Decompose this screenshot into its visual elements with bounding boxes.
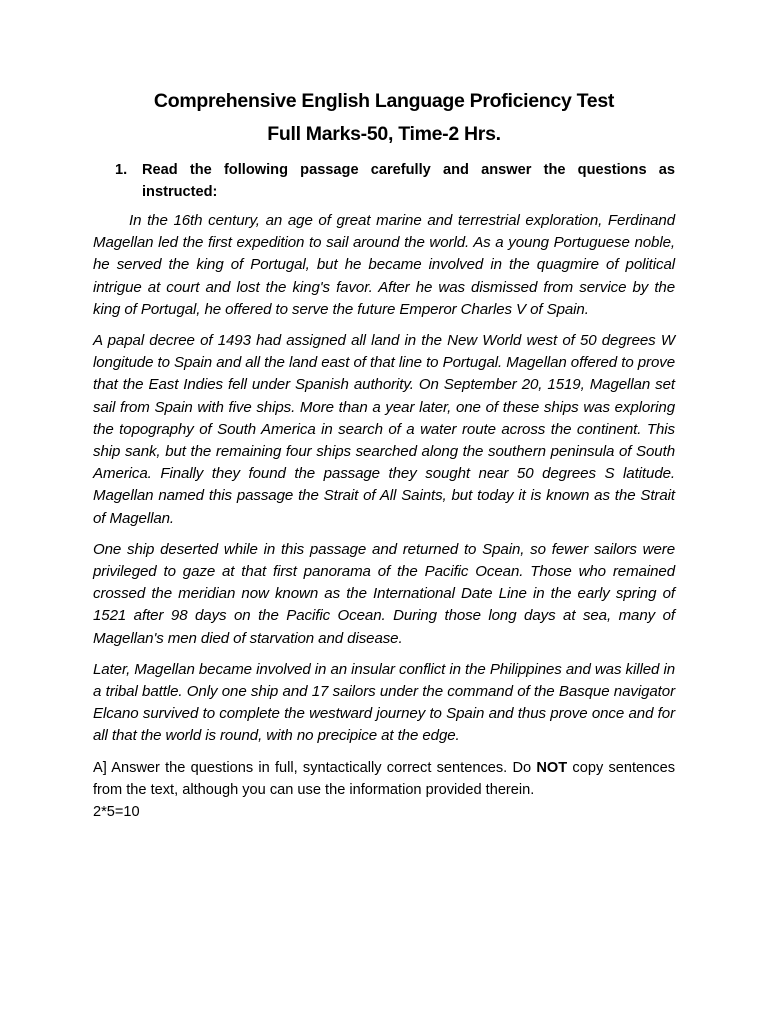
- question-text: Read the following passage carefully and answer the questions as instructed:: [142, 162, 675, 200]
- reading-passage: [93, 210, 675, 748]
- instruction-text-end: copy sentences from the text, although you can use the information provided therein.: [93, 759, 675, 798]
- instruction-emphasis: NOT: [536, 759, 568, 776]
- page-title: Comprehensive English Language Proficiency Test: [153, 90, 615, 112]
- question-1-heading: [93, 159, 675, 203]
- passage-paragraph-4: Later, Magellan became involved in an insular conflict in the Philippines and was killed in a tribal battle. Only one ship and 17 sailors under the command of the Basque navigator Elcano survived to complete the westward journey to Spain and thus prove once and for all that the world is round, with no precipice at the edge.: [93, 660, 675, 745]
- instruction-a: [93, 757, 675, 824]
- passage-paragraph-3: One ship deserted while in this passage and returned to Spain, so fewer sailors were privileged to gaze at that first panorama of the Pacific Ocean. Those who remained crossed the meridian now known as the International Date Line in the early spring of 1521 after 98 days on the Pacific Ocean. During those long days at sea, many of Magellan's men died of starvation and disease.: [93, 540, 675, 647]
- marks-allocation: 2*5=10: [93, 804, 140, 821]
- passage-paragraph-2: A papal decree of 1493 had assigned all land in the New World west of 50 degrees W longitude to Spain and all the land east of that line to Portugal. Magellan offered to prove that the East Indies fell under Spanish authority. On September 20, 1519, Magellan set sail from Spain with five ships. More than a year later, one of these ships was exploring the topography of South America in search of a water route across the continent. This ship sank, but the remaining four ships searched along the southern peninsula of South America. Finally they found the passage they sought near 50 degrees S latitude. Magellan named this passage the Strait of All Saints, but today it is known as the Strait of Magellan.: [93, 332, 675, 527]
- instruction-text-start: A] Answer the questions in full, syntactically correct sentences. Do: [93, 759, 537, 776]
- page-subtitle: Full Marks-50, Time-2 Hrs.: [267, 123, 501, 145]
- passage-paragraph-1: In the 16th century, an age of great marine and terrestrial exploration, Ferdinand Magellan led the first expedition to sail around the world. As a young Portuguese noble, he served the king of Portugal, but he became involved in the quagmire of political intrigue at court and lost the king's favor. After he was dismissed from service by the king of Portugal, he offered to serve the future Emperor Charles V of Spain.: [93, 212, 675, 318]
- question-number: 1.: [115, 162, 128, 178]
